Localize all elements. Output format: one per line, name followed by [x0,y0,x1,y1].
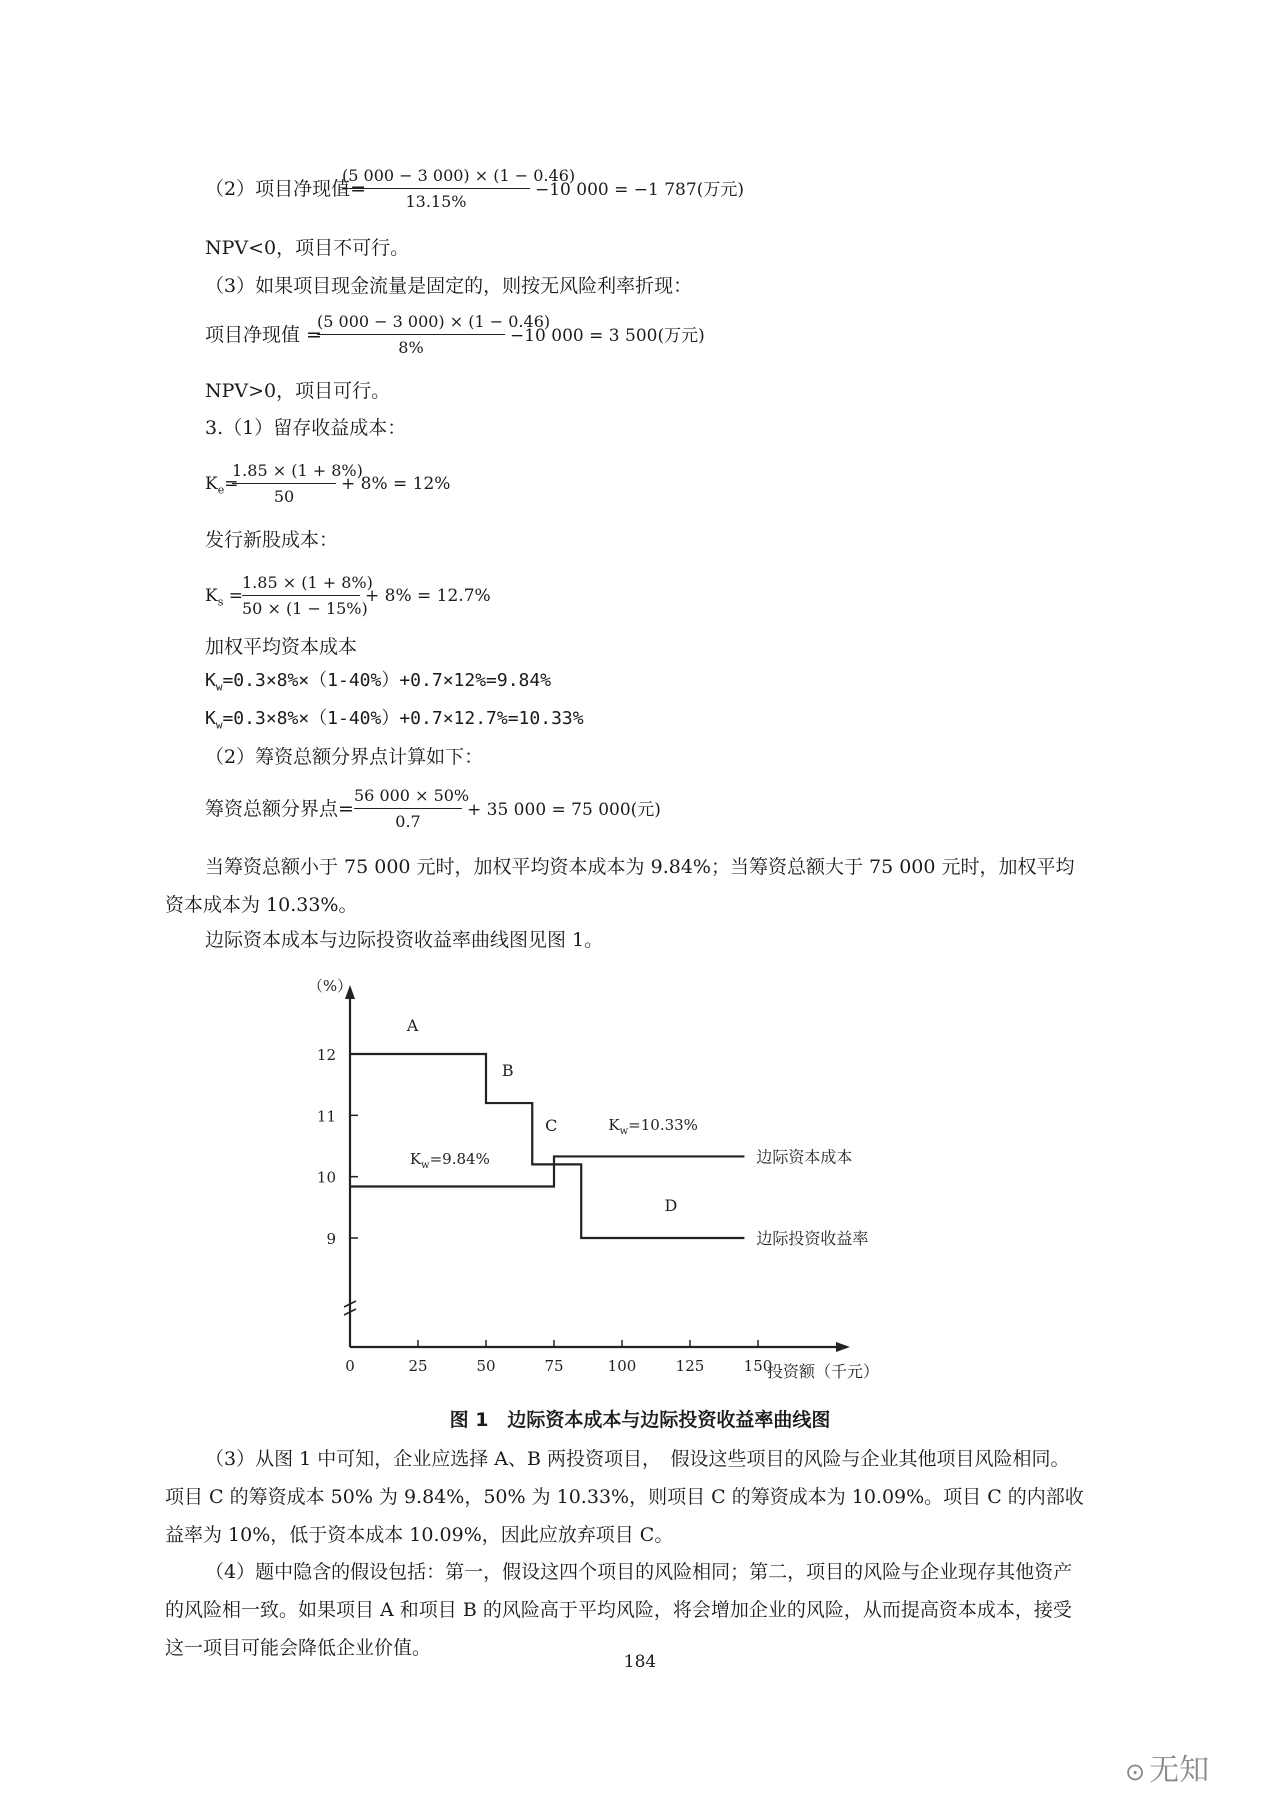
q2-denominator: 13.15% [405,192,467,211]
ks-numerator: 1.85 × (1 + 8%) [242,573,373,592]
x-tick-label: 25 [408,1357,428,1375]
marginal-cost-chart [300,975,900,1395]
para-4: （4）题中隐含的假设包括：第一，假设这四个项目的风险相同；第二，项目的风险与企业现存其他资产的风险相一致。如果项目 A 和项目 B 的风险高于平均风险，将会增加企业的风险，从而提高资本成本，接受这一项目可能会降低企业价值。 [165,1561,1073,1659]
ks-sub: s [217,595,224,609]
x-tick-label: 125 [675,1357,705,1375]
para-3: （3）从图 1 中可知，企业应选择 A、B 两投资项目， 假设这些项目的风险与企业其他项目风险相同。项目 C 的筹资成本 50% 为 9.84%，50% 为 10.33%，则项目 C 的筹资成本为 10.09%。项目 C 的内部收益率为 10%，低于资本成本 10.09%，因此应放弃项目 C。 [165,1448,1084,1546]
figure-caption: 图 1 边际资本成本与边际投资收益率曲线图 [449,1409,831,1431]
kw-low-label-sub: w [421,1160,430,1171]
wacc-heading: 加权平均资本成本 [205,636,358,658]
q3-intro: （3）如果项目现金流量是固定的，则按无风险利率折现： [205,275,693,297]
q2-numerator: (5 000 − 3 000) × (1 − 0.46) [342,166,576,185]
q3-fraction [317,312,551,358]
marginal-cost-label: 边际资本成本 [756,1147,853,1167]
annotation-b: B [501,1061,514,1080]
y-tick-label: 10 [316,1168,336,1187]
q3-conclusion: NPV>0，项目可行。 [205,380,391,402]
watermark-text: 无知 [1149,1753,1210,1788]
ke-fraction-bar [232,483,336,484]
ks-eq: = [228,586,244,606]
kw-line-2 [205,707,584,738]
ke-k: K [205,474,218,494]
kw-high-label-k: K [608,1116,620,1134]
y-tick-label: 11 [316,1107,336,1126]
kw1-k: K [205,670,216,691]
bp-fraction-bar [354,808,462,809]
kw-line-1 [205,669,551,700]
kw-high-label-value: =10.33% [628,1116,698,1134]
q3-fraction-bar [317,334,505,335]
q2-conclusion: NPV<0，项目不可行。 [205,237,410,259]
kw-low-label [410,1150,490,1171]
ks-fraction [242,573,373,619]
para-figure-ref: 边际资本成本与边际投资收益率曲线图见图 1。 [205,929,604,951]
q3-numerator: (5 000 − 3 000) × (1 − 0.46) [317,312,551,331]
q3-denominator: 8% [398,338,424,357]
bp-denominator: 0.7 [395,812,421,831]
x-tick-label: 50 [476,1357,496,1375]
kw-low-label-k: K [409,1150,422,1168]
bp-heading: （2）筹资总额分界点计算如下： [205,746,484,768]
ke-numerator: 1.85 × (1 + 8%) [232,461,363,480]
marginal-return-label: 边际投资收益率 [756,1229,869,1248]
s3-heading: 3.（1）留存收益成本： [205,417,407,439]
q2-npv-label: （2）项目净现值= [205,178,367,200]
q3-tail: −10 000 = 3 500(万元) [510,326,705,346]
ke-fraction [232,461,363,507]
kw1-sub: w [215,680,223,694]
bp-numerator: 56 000 × 50% [354,786,470,805]
x-tick-label: 75 [544,1357,564,1375]
ke-eq: = [224,474,239,494]
chart-axes [316,985,853,1375]
ks-label [205,586,243,612]
q2-fraction [342,166,576,212]
kw2-sub: w [215,718,223,732]
bp-fraction [354,786,470,832]
bp-tail: + 35 000 = 75 000(元) [467,800,661,820]
bp-label: 筹资总额分界点= [205,798,354,820]
y-tick-label: 12 [316,1046,336,1064]
y-tick-label: 9 [326,1230,336,1248]
ke-sub: e [217,483,225,497]
new-share-heading: 发行新股成本： [205,529,339,551]
annotation-c: C [545,1116,558,1135]
annotation-a: A [406,1016,419,1035]
ke-tail: + 8% = 12% [341,474,451,494]
kw-high-label-sub: w [619,1126,629,1137]
q3-npv-label: 项目净现值 = [205,324,322,346]
para-threshold: 当筹资总额小于 75 000 元时，加权平均资本成本为 9.84%；当筹资总额大于 75 000 元时，加权平均资本成本为 10.33%。 [165,856,1075,916]
kw-low-label-value: =9.84% [429,1150,490,1168]
kw1-text: =0.3×8%×（1-40%）+0.7×12%=9.84% [222,670,552,691]
kw-high-label [608,1116,698,1137]
kw2-text: =0.3×8%×（1-40%）+0.7×12.7%=10.33% [222,708,584,729]
x-axis-label: 投资额（千元） [766,1362,880,1381]
page-number: 184 [623,1652,657,1672]
ks-denominator: 50 × (1 − 15%) [242,599,368,618]
x-axis-arrow [836,1342,850,1352]
chart-labels [308,977,879,1381]
ks-k: K [205,586,218,606]
ks-fraction-bar [242,595,360,596]
marginal-return-line [350,1054,744,1238]
watermark [1125,1745,1209,1789]
q2-tail: −10 000 = −1 787(万元) [535,180,744,200]
q2-fraction-bar [342,188,530,189]
y-axis-label: （%） [307,977,353,995]
x-tick-label: 100 [607,1357,637,1375]
annotation-d: D [664,1196,678,1215]
wechat-icon: ⊙ [1125,1758,1146,1786]
x-tick-label: 0 [345,1357,355,1375]
chart-series [350,1054,744,1238]
ks-tail: + 8% = 12.7% [365,586,491,606]
ke-denominator: 50 [273,487,295,506]
kw2-k: K [205,708,216,729]
x-tick-label: 150 [743,1357,773,1375]
